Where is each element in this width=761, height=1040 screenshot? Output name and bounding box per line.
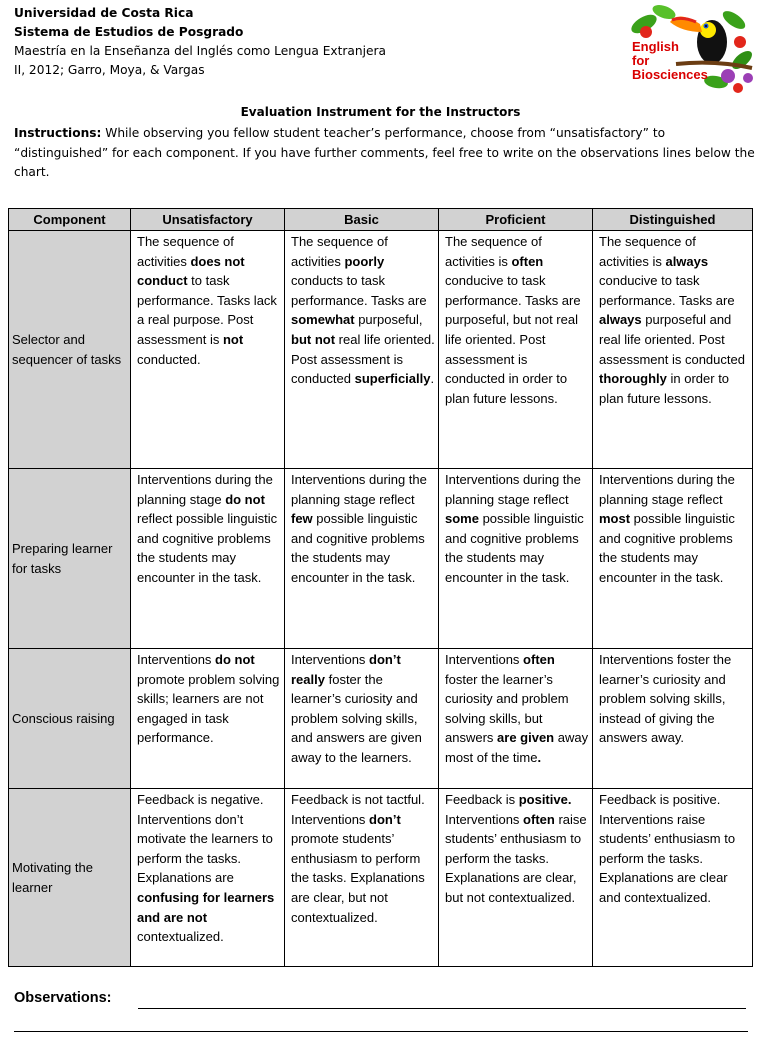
rubric-cell-text — [291, 790, 435, 927]
emphasis-text: superficially — [354, 371, 431, 387]
rubric-cell-text — [137, 650, 281, 748]
university-name: Universidad de Costa Rica — [14, 6, 194, 20]
observations-line[interactable] — [14, 1031, 748, 1032]
rubric-cell — [131, 231, 285, 469]
rubric-cell-text — [291, 650, 435, 768]
emphasis-text: confusing for learners and are not — [137, 889, 275, 925]
cell-text-segment: Interventions — [137, 652, 216, 667]
instructions — [14, 124, 756, 183]
observations-line[interactable] — [138, 1008, 746, 1009]
emphasis-text: don’t — [369, 811, 401, 827]
table-row — [9, 469, 753, 649]
logo-text — [632, 40, 708, 82]
emphasis-text: are given — [497, 730, 555, 746]
cell-text-segment: The sequence of activities — [291, 234, 388, 269]
document-header — [14, 4, 614, 80]
cell-text-segment: Interventions during the planning stage reflect — [291, 472, 427, 507]
rubric-cell-text — [445, 790, 589, 908]
rubric-cell-text — [137, 470, 281, 588]
cell-text-segment: possible linguistic and cognitive problems the students may encounter in the task. — [445, 511, 584, 585]
header-unsatisfactory: Unsatisfactory — [131, 209, 285, 231]
rubric-cell-text — [599, 790, 749, 908]
rubric-cell — [285, 789, 439, 967]
rubric-cell — [131, 469, 285, 649]
emphasis-text: somewhat — [291, 312, 355, 328]
cell-text-segment: conducts to task performance. Tasks are — [291, 273, 427, 308]
cell-text-segment: Interventions — [445, 652, 524, 667]
rubric-cell-text — [291, 470, 435, 588]
header-component: Component — [9, 209, 131, 231]
component-cell: Conscious raising — [9, 649, 131, 789]
cell-text-segment: away most of the time — [445, 730, 589, 765]
rubric-cell-text — [445, 232, 589, 408]
cell-text-segment: purposeful and real life oriented. Post assessment is conducted — [599, 312, 745, 367]
rubric-cell-text — [137, 232, 281, 369]
rubric-cell — [285, 649, 439, 789]
cell-text-segment: The sequence of activities — [137, 234, 234, 269]
rubric-cell — [593, 231, 753, 469]
table-row — [9, 231, 753, 469]
emphasis-text: few — [291, 511, 313, 527]
rubric-cell — [285, 469, 439, 649]
cell-text-segment: Interventions during the planning stage reflect — [445, 472, 581, 507]
evaluation-rubric-table — [8, 208, 753, 967]
cell-text-segment: Interventions — [291, 652, 370, 667]
english-for-biosciences-logo — [616, 2, 756, 94]
rubric-cell — [593, 789, 753, 967]
instructions-label: Instructions: — [14, 126, 102, 140]
emphasis-text: but not — [291, 331, 336, 347]
table-header-row — [9, 209, 753, 231]
header-proficient: Proficient — [439, 209, 593, 231]
rubric-cell-text — [291, 232, 435, 389]
emphasis-text: don’t really — [291, 652, 401, 687]
component-cell: Preparing learner for tasks — [9, 469, 131, 649]
cell-text-segment: foster the learner’s curiosity and problem solving skills, and answers are given away to the learners. — [291, 671, 422, 765]
cell-text-segment: Interventions — [445, 811, 524, 827]
emphasis-text: most — [599, 511, 631, 527]
emphasis-text: often — [523, 652, 555, 667]
cell-text-segment: promote problem solving skills; learners are not engaged in task performance. — [137, 671, 280, 746]
cell-text-segment: reflect possible linguistic and cognitive problems the students may encounter in the task. — [137, 511, 278, 585]
cell-text-segment: . — [430, 371, 435, 387]
cell-text-segment: contextualized. — [137, 929, 224, 945]
rubric-cell — [131, 789, 285, 967]
rubric-cell — [439, 789, 593, 967]
rubric-cell-text — [137, 790, 281, 947]
rubric-cell — [131, 649, 285, 789]
logo-line-english: English — [632, 39, 679, 54]
cell-text-segment: possible linguistic and cognitive problems the students may encounter in the task. — [599, 511, 735, 585]
emphasis-text: does not conduct — [137, 253, 245, 289]
cell-text-segment: Feedback is negative. Interventions don’t motivate the learners to perform the tasks. Explanations are — [137, 792, 273, 886]
emphasis-text: do not — [225, 491, 265, 507]
program-name: Maestría en la Enseñanza del Inglés como Lengua Extranjera — [14, 44, 386, 58]
rubric-cell — [439, 469, 593, 649]
cell-text-segment: Interventions during the planning stage reflect — [599, 472, 735, 507]
cell-text-segment: in order to plan future lessons. — [599, 371, 730, 406]
emphasis-text: . — [537, 749, 542, 765]
cell-text-segment: real life oriented. Post assessment is conducted — [291, 331, 435, 387]
rubric-cell-text — [599, 650, 749, 748]
cell-text-segment: Feedback is not tactful. Interventions — [291, 792, 425, 827]
cell-text-segment: Feedback is positive. Interventions raise students’ enthusiasm to perform the tasks. Explanations are clear and contextualized. — [599, 792, 736, 905]
cell-text-segment: raise students’ enthusiasm to perform the tasks. Explanations are clear, but not contextualized. — [445, 811, 587, 905]
cell-text-segment: The sequence of activities is — [445, 234, 542, 269]
emphasis-text: thoroughly — [599, 371, 667, 387]
cell-text-segment: conducted. — [137, 351, 201, 367]
cell-text-segment: foster the learner’s curiosity and problem solving skills, but answers — [445, 671, 569, 746]
cell-text-segment: Feedback is — [445, 792, 519, 807]
table-row — [9, 649, 753, 789]
cell-text-segment: promote students’ enthusiasm to perform the tasks. Explanations are clear, but not contextualized. — [291, 831, 425, 925]
emphasis-text: always — [599, 312, 642, 328]
component-cell: Selector and sequencer of tasks — [9, 231, 131, 469]
emphasis-text: some — [445, 511, 479, 527]
rubric-cell-text — [445, 650, 589, 768]
cell-text-segment: to task performance. Tasks lack a real purpose. Post assessment is — [137, 273, 277, 347]
logo-line-biosciences: Biosciences — [632, 67, 708, 82]
system-name: Sistema de Estudios de Posgrado — [14, 25, 244, 39]
cell-text-segment: Interventions foster the learner’s curiosity and problem solving skills, instead of giving the answers away. — [599, 652, 732, 746]
emphasis-text: poorly — [344, 253, 385, 269]
rubric-cell-text — [445, 470, 589, 588]
rubric-cell — [439, 231, 593, 469]
emphasis-text: often — [511, 253, 544, 269]
rubric-cell — [593, 469, 753, 649]
table-row — [9, 789, 753, 967]
emphasis-text: often — [523, 811, 555, 827]
cell-text-segment: conducive to task performance. Tasks are — [599, 273, 735, 308]
rubric-cell — [439, 649, 593, 789]
emphasis-text: always — [665, 253, 709, 269]
header-basic: Basic — [285, 209, 439, 231]
cell-text-segment: Interventions during the planning stage — [137, 472, 273, 507]
emphasis-text: do not — [215, 652, 255, 667]
rubric-cell — [593, 649, 753, 789]
logo-line-for: for — [632, 53, 650, 68]
observations-label: Observations: — [14, 990, 112, 1006]
instructions-text: While observing you fellow student teacher’s performance, choose from “unsatisfactory” to “distinguished” for each component. If you have further comments, feel free to write on the observations lines below the chart. — [14, 126, 755, 179]
rubric-cell-text — [599, 470, 749, 588]
page-title: Evaluation Instrument for the Instructors — [240, 105, 521, 119]
component-cell: Motivating the learner — [9, 789, 131, 967]
cell-text-segment: possible linguistic and cognitive problems the students may encounter in the task. — [291, 511, 425, 585]
cell-text-segment: conducive to task performance. Tasks are purposeful, but not real life oriented. Post assessment is conducted in order to plan future lessons. — [445, 273, 581, 406]
term-authors: II, 2012; Garro, Moya, & Vargas — [14, 63, 205, 77]
rubric-cell-text — [599, 232, 749, 408]
cell-text-segment: The sequence of activities is — [599, 234, 696, 269]
emphasis-text: positive. — [518, 792, 572, 807]
header-distinguished: Distinguished — [593, 209, 753, 231]
emphasis-text: not — [222, 331, 244, 347]
rubric-cell — [285, 231, 439, 469]
cell-text-segment: purposeful, — [354, 312, 423, 328]
